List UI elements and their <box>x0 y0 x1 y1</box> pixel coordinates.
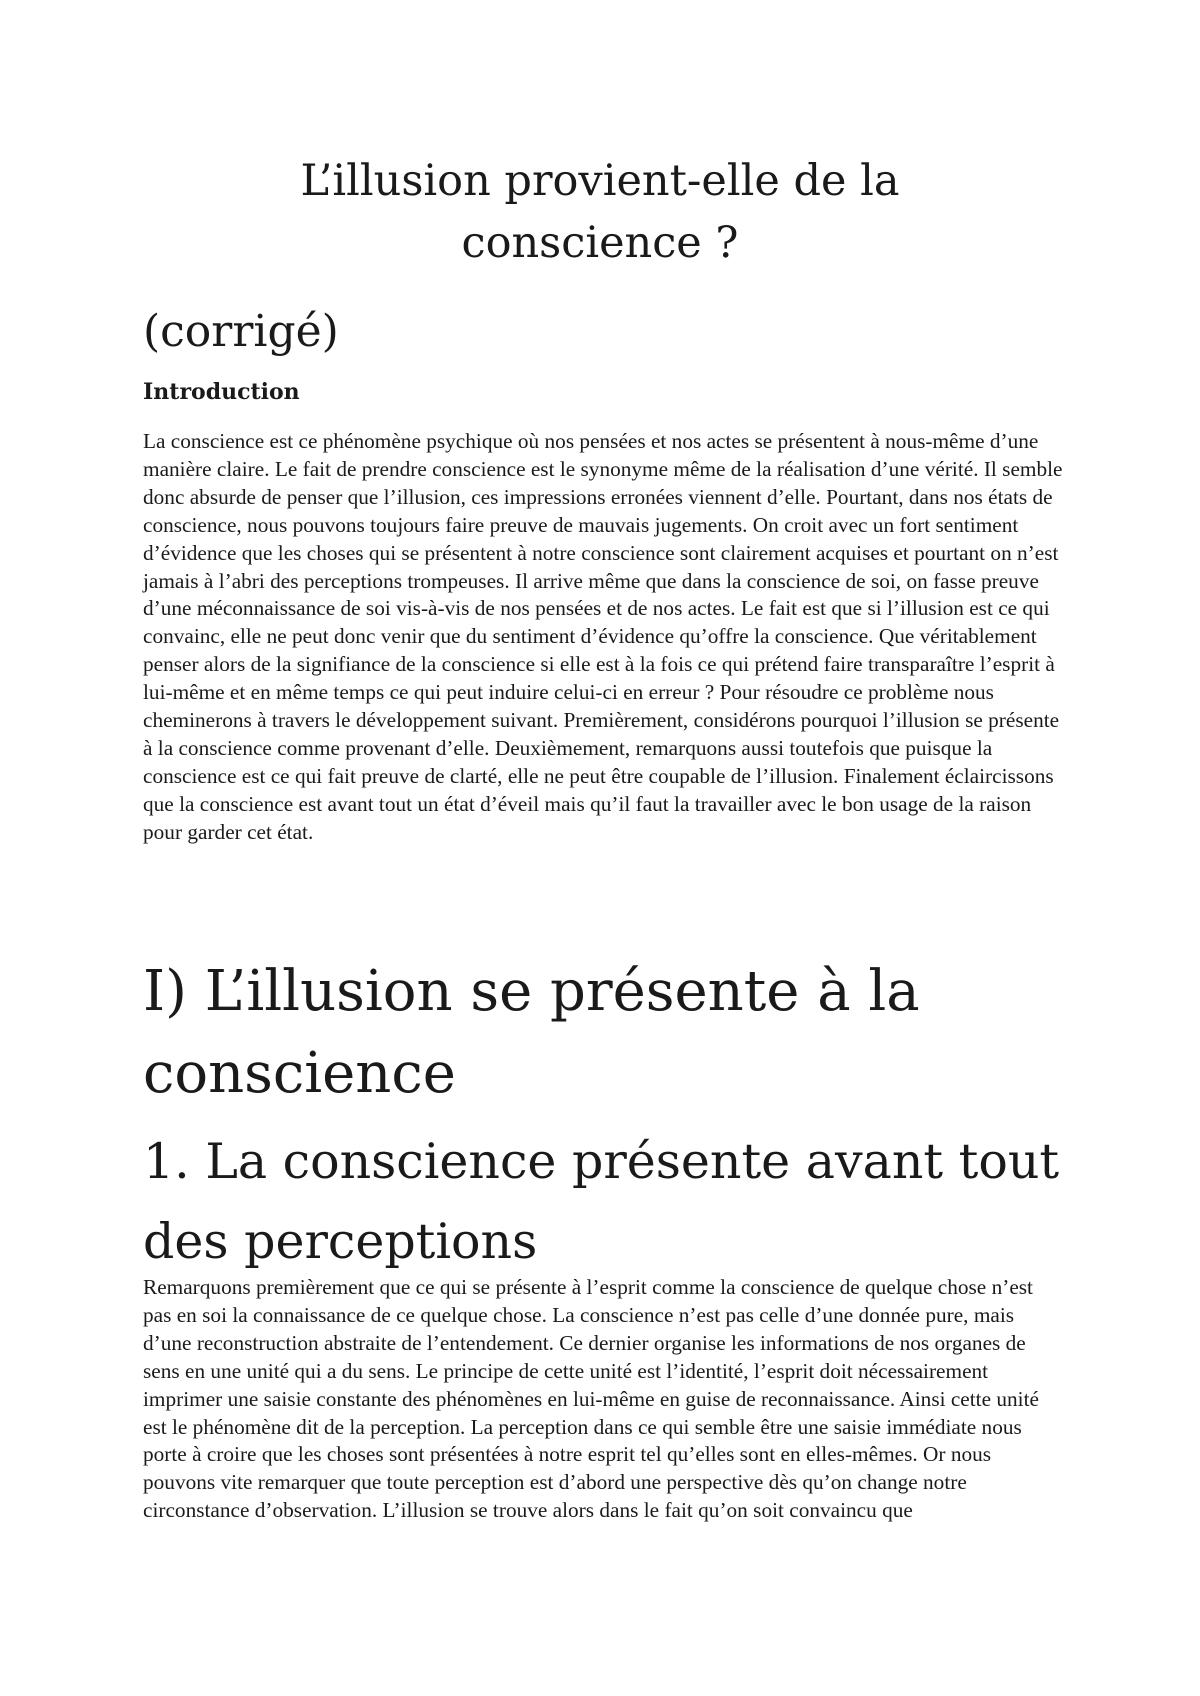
section-heading: I) L’illusion se présente à la conscience <box>143 959 920 1106</box>
document-title: L’illusion provient-elle de la conscience ? <box>300 156 900 268</box>
introduction-heading: Introduction <box>143 379 300 405</box>
subsection-heading: 1. La conscience présente avant tout des perceptions <box>143 1133 1060 1270</box>
section-paragraph: Remarquons premièrement que ce qui se présente à l’esprit comme la conscience de quelque chose n’est pas en soi la connaissance de ce quelque chose. La conscience n’est pas celle d’une donnée pure, mais d’une reconstruction abstraite de l’entendement. Ce dernier organise les informations de nos organes de sens en une unité qui a du sens. Le principe de cette unité est l’identité, l’esprit doit nécessairement imprimer une saisie constante des phénomènes en lui-même en guise de reconnaissance. Ainsi cette unité est le phénomène dit de la perception. La perception dans ce qui semble être une saisie immédiate nous porte à croire que les choses sont présentées à notre esprit tel qu’elles sont en elles-mêmes. Or nous pouvons vite remarquer que toute perception est d’abord une perspective dès qu’on change notre circonstance d’observation. L’illusion se trouve alors dans le fait qu’on soit convaincu que <box>143 1275 1039 1523</box>
document-subtitle: (corrigé) <box>143 306 339 357</box>
introduction-paragraph: La conscience est ce phénomène psychique où nos pensées et nos actes se présentent à nous-même d’une manière claire. Le fait de prendre conscience est le synonyme même de la réalisation d’une vérité. Il semble donc absurde de penser que l’illusion, ces impressions erronées viennent d’elle. Pourtant, dans nos états de conscience, nous pouvons toujours faire preuve de mauvais jugements. On croit avec un fort sentiment d’évidence que les choses qui se présentent à notre conscience sont clairement acquises et pourtant on n’est jamais à l’abri des perceptions trompeuses. Il arrive même que dans la conscience de soi, on fasse preuve d’une méconnaissance de soi vis-à-vis de nos pensées et de nos actes. Le fait est que si l’illusion est ce qui convainc, elle ne peut donc venir que du sentiment d’évidence qu’offre la conscience. Que véritablement penser alors de la signifiance de la conscience si elle est à la fois ce qui prétend faire transparaître l’esprit à lui-même et en même temps ce qui peut induire celui-ci en erreur ? Pour résoudre ce problème nous cheminerons à travers le développement suivant. Premièrement, considérons pourquoi l’illusion se présente à la conscience comme provenant d’elle. Deuxièmement, remarquons aussi toutefois que puisque la conscience est ce qui fait preuve de clarté, elle ne peut être coupable de l’illusion. Finalement éclaircissons que la conscience est avant tout un état d’éveil mais qu’il faut la travailler avec le bon usage de la raison pour garder cet état. <box>143 429 1063 844</box>
